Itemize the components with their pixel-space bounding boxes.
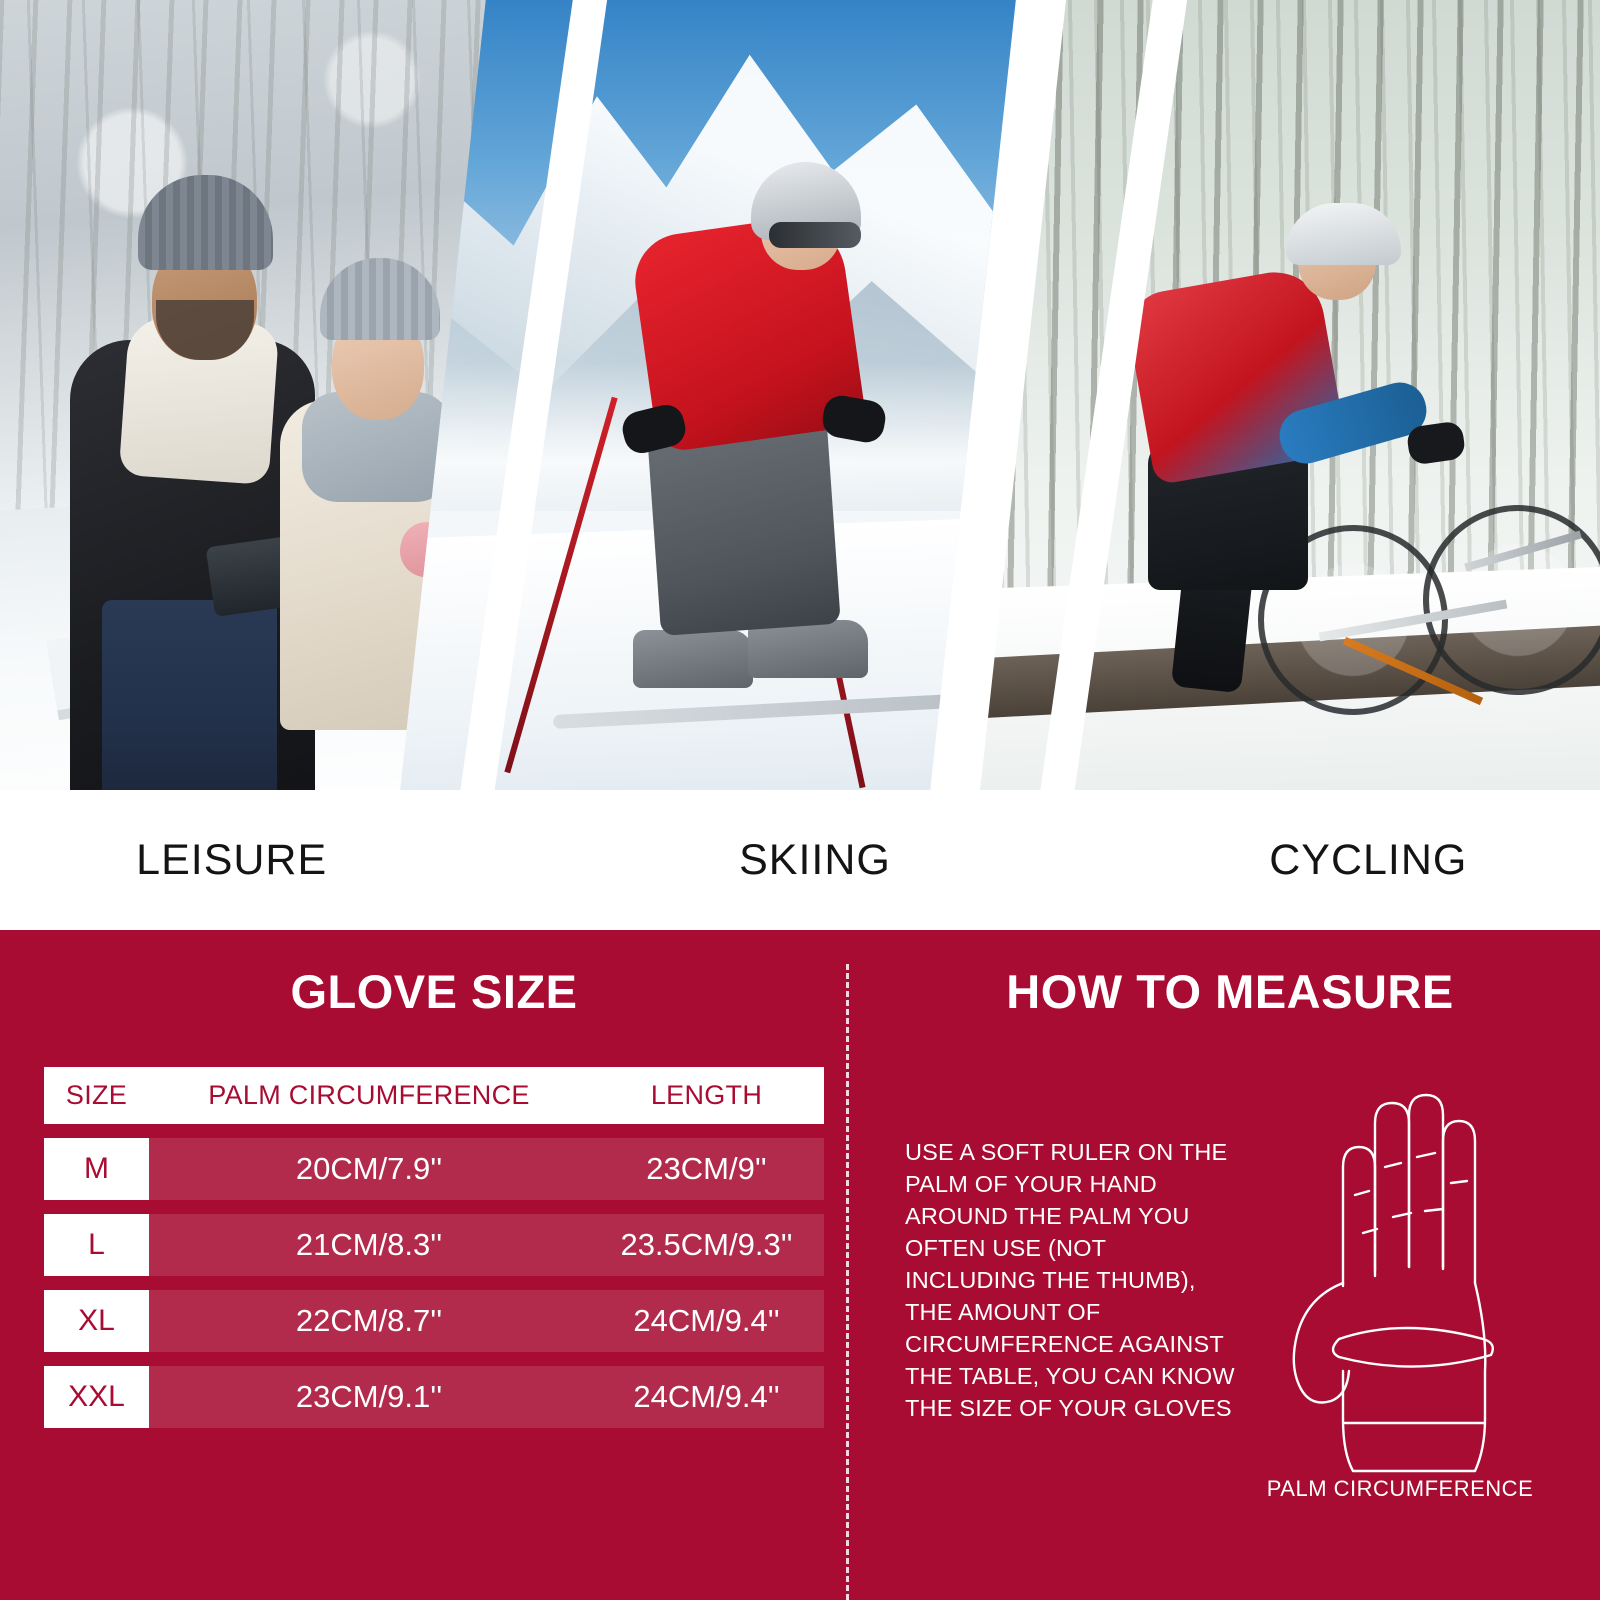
how-to-measure-title: HOW TO MEASURE <box>1006 965 1454 1018</box>
glove-size-title: GLOVE SIZE <box>290 965 578 1018</box>
column-header-size: SIZE <box>44 1067 149 1124</box>
caption-cycling: CYCLING <box>1269 835 1468 884</box>
ski-glove-right <box>820 393 888 445</box>
cell-palm: 23CM/9.1'' <box>149 1366 589 1428</box>
caption-leisure: LEISURE <box>136 835 328 884</box>
cell-palm: 22CM/8.7'' <box>149 1290 589 1352</box>
cell-length: 23.5CM/9.3'' <box>589 1214 824 1276</box>
cell-size: XL <box>44 1290 149 1352</box>
diagram-caption: PALM CIRCUMFERENCE <box>1266 1476 1534 1501</box>
ski-goggles <box>769 222 861 248</box>
cyclist-figure <box>1108 160 1438 700</box>
photo-captions <box>0 790 1600 930</box>
table-row <box>44 1366 824 1428</box>
cell-palm: 21CM/8.3'' <box>149 1214 589 1276</box>
cell-length: 24CM/9.4'' <box>589 1290 824 1352</box>
caption-skiing: SKIING <box>739 835 891 884</box>
table-row <box>44 1214 824 1276</box>
table-row <box>44 1290 824 1352</box>
cell-size: XXL <box>44 1366 149 1428</box>
table-row <box>44 1138 824 1200</box>
skier-figure <box>583 120 913 740</box>
skis <box>553 693 973 729</box>
cell-length: 23CM/9'' <box>589 1138 824 1200</box>
how-to-measure-column <box>846 964 1565 1600</box>
glove-outline-icon <box>1235 1071 1565 1501</box>
photo-strip <box>0 0 1600 790</box>
glove-diagram <box>1235 1053 1565 1506</box>
cell-size: L <box>44 1214 149 1276</box>
measure-instructions: USE A SOFT RULER ON THE PALM OF YOUR HAND AROUND THE PALM YOU OFTEN USE (NOT INCLUDING THE THUMB), THE AMOUNT OF CIRCUMFERENCE AGAINST THE TABLE, YOU CAN KNOW THE SIZE OF YOUR GLOVES <box>905 1139 1235 1421</box>
cell-length: 24CM/9.4'' <box>589 1366 824 1428</box>
size-guide-section <box>0 930 1600 1600</box>
cell-size: M <box>44 1138 149 1200</box>
column-header-palm: PALM CIRCUMFERENCE <box>149 1067 589 1124</box>
table-header-row <box>44 1067 824 1124</box>
glove-size-table <box>44 1053 824 1442</box>
column-header-length: LENGTH <box>589 1067 824 1124</box>
glove-size-column <box>44 964 824 1600</box>
cell-palm: 20CM/7.9'' <box>149 1138 589 1200</box>
